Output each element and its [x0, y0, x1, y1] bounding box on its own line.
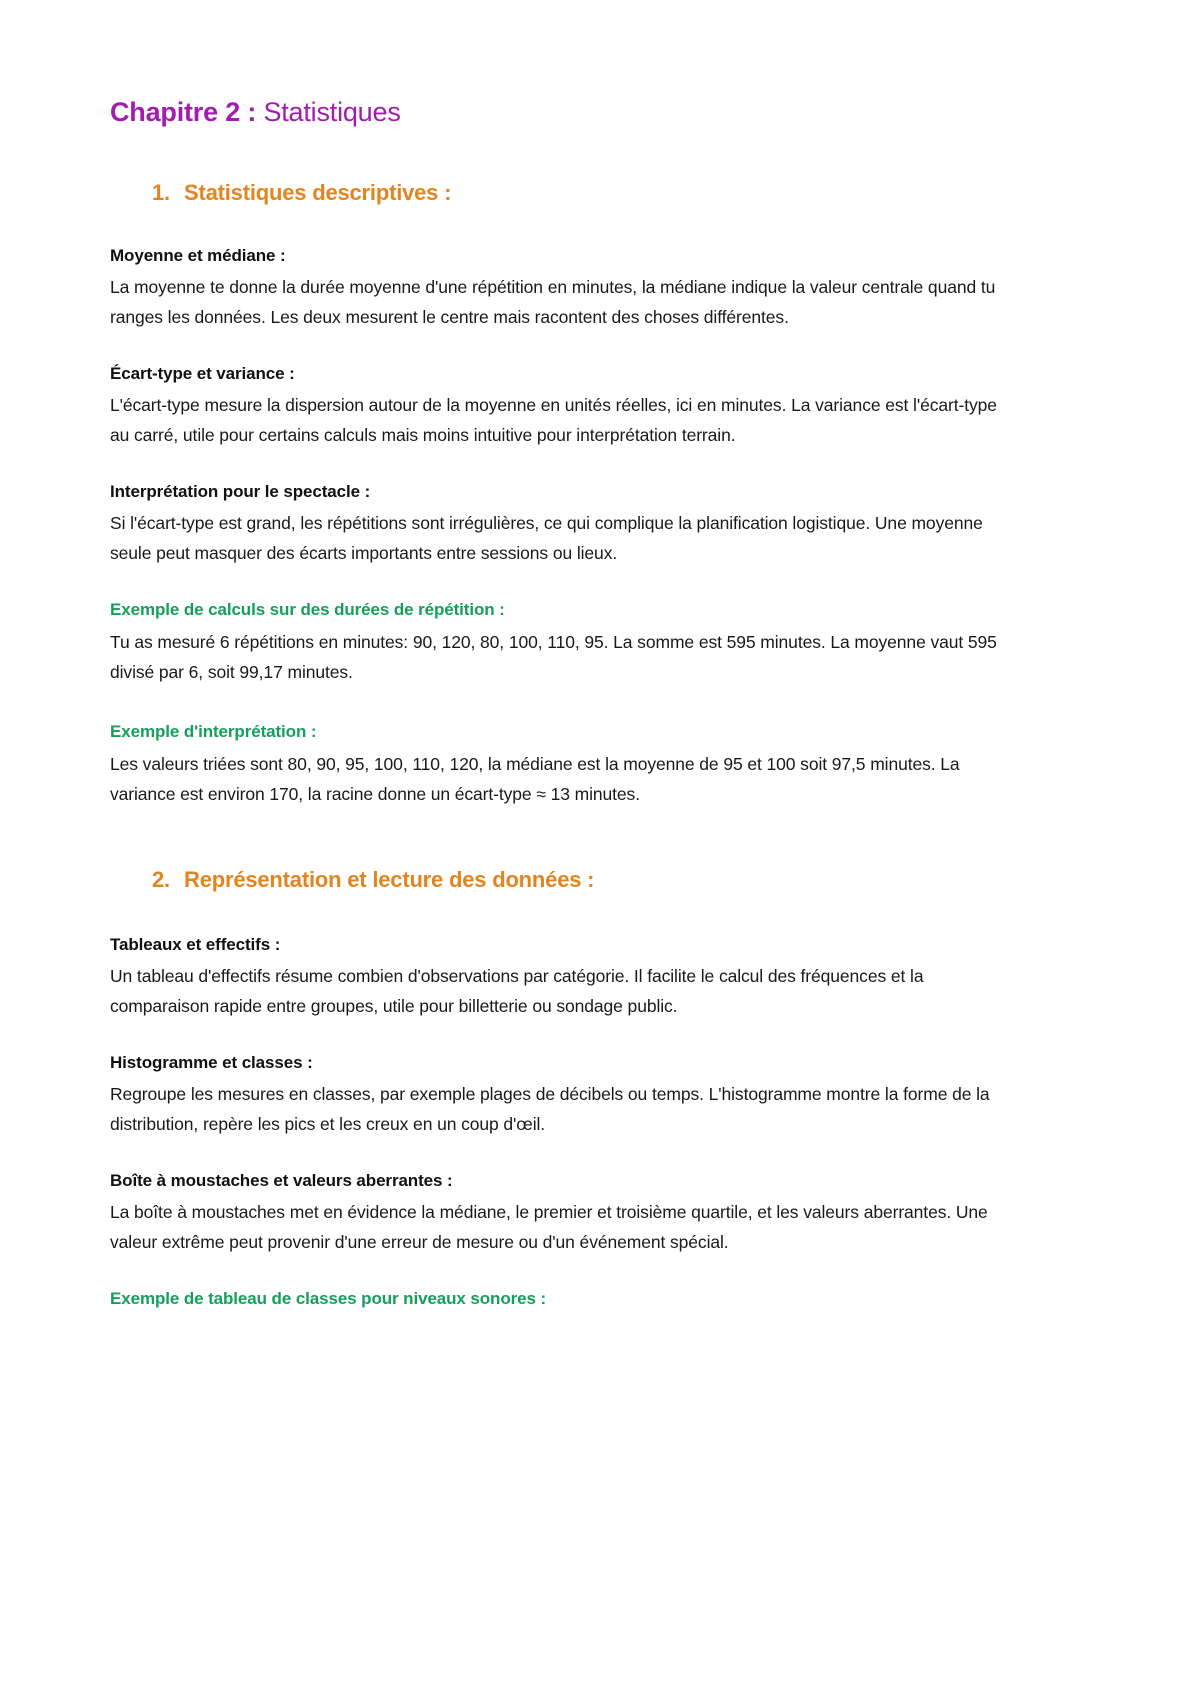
section-heading-2 — [110, 867, 1000, 893]
block-body: Tu as mesuré 6 répétitions en minutes: 90, 120, 80, 100, 110, 95. La somme est 595 minutes. La moyenne vaut 595 divisé par 6, soit 99,17 minutes. — [110, 632, 997, 683]
block-title-example: Exemple d'interprétation : — [110, 721, 317, 741]
block-title: Histogramme et classes : — [110, 1052, 313, 1072]
block-body: Si l'écart-type est grand, les répétitions sont irrégulières, ce qui complique la planification logistique. Une moyenne seule peut masquer des écarts importants entre sessions ou lieux. — [110, 513, 983, 564]
section-label-1: Statistiques descriptives : — [184, 179, 452, 205]
block-title-example: Exemple de calculs sur des durées de répétition : — [110, 600, 505, 620]
block-title: Interprétation pour le spectacle : — [110, 482, 371, 502]
block-body: L'écart-type mesure la dispersion autour de la moyenne en unités réelles, ici en minutes. La variance est l'écart-type au carré, utile pour certains calculs mais moins intuitive pour interprétation terrain. — [110, 394, 997, 446]
block-tableaux-effectifs — [110, 935, 1000, 1021]
block-exemple-interpretation — [110, 722, 1000, 809]
block-histogramme-classes — [110, 1053, 1000, 1139]
block-body: La moyenne te donne la durée moyenne d'une répétition en minutes, la médiane indique la valeur centrale quand tu ranges les données. Les deux mesurent le centre mais racontent des choses différentes. — [110, 276, 996, 327]
block-title-example: Exemple de tableau de classes pour niveaux sonores : — [110, 1289, 547, 1309]
chapter-title-strong: Chapitre 2 : — [110, 97, 257, 127]
section-heading-1 — [110, 180, 1000, 206]
block-title: Écart-type et variance : — [110, 363, 295, 383]
block-moyenne-mediane — [110, 246, 1000, 332]
block-exemple-calculs — [110, 600, 1000, 687]
block-title: Tableaux et effectifs : — [110, 934, 281, 954]
block-boite-moustaches — [110, 1171, 1000, 1257]
block-body: Regroupe les mesures en classes, par exemple plages de décibels ou temps. L'histogramme montre la forme de la distribution, repère les pics et les creux en un coup d'œil. — [110, 1083, 990, 1134]
block-ecart-type-variance — [110, 364, 1000, 450]
chapter-title-rest: Statistiques — [256, 97, 401, 127]
block-body: La boîte à moustaches met en évidence la médiane, le premier et troisième quartile, et les valeurs aberrantes. Une valeur extrême peut provenir d'une erreur de mesure ou d'un événement spécial. — [110, 1202, 988, 1253]
section-number-1: 1. — [152, 179, 170, 205]
page-title — [110, 96, 1000, 130]
document-content — [110, 96, 1000, 1309]
section-number-2: 2. — [152, 866, 170, 892]
block-body: Un tableau d'effectifs résume combien d'observations par catégorie. Il facilite le calcul des fréquences et la comparaison rapide entre groupes, utile pour billetterie ou sondage public. — [110, 965, 924, 1016]
block-exemple-tableau-classes — [110, 1289, 1000, 1309]
block-interpretation-spectacle — [110, 482, 1000, 568]
section-label-2: Représentation et lecture des données : — [184, 866, 595, 892]
block-title: Boîte à moustaches et valeurs aberrantes : — [110, 1171, 453, 1191]
block-title: Moyenne et médiane : — [110, 245, 286, 265]
block-body: Les valeurs triées sont 80, 90, 95, 100, 110, 120, la médiane est la moyenne de 95 et 100 soit 97,5 minutes. La variance est environ 170, la racine donne un écart-type ≈ 13 minutes. — [110, 753, 960, 804]
